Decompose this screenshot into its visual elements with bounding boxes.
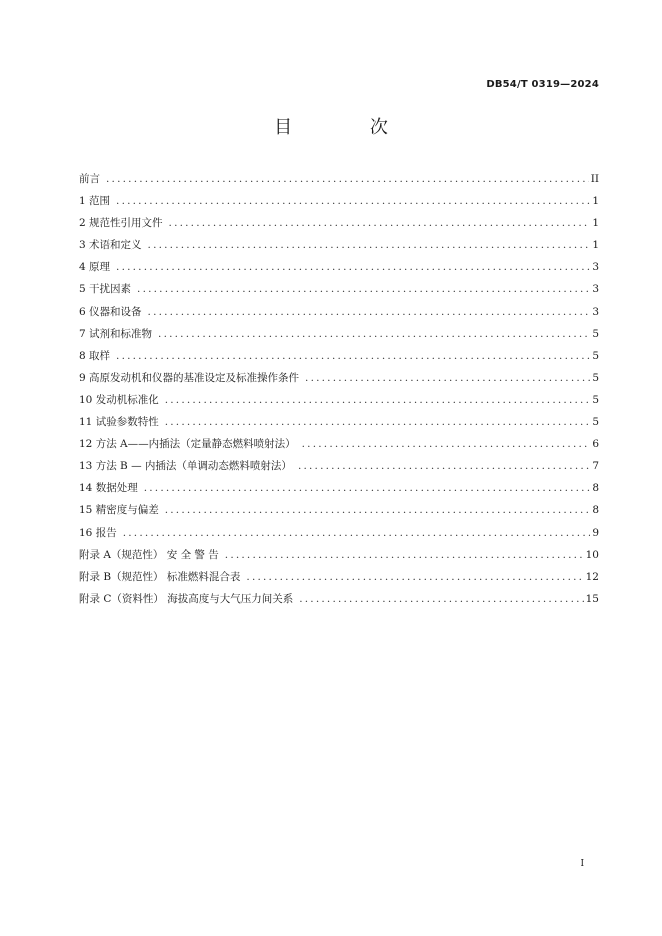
- toc-leader-dots: [116, 195, 590, 207]
- toc-entry[interactable]: [79, 370, 599, 392]
- toc-entry-page: 1: [592, 239, 599, 252]
- toc-entry-page: 5: [592, 393, 599, 406]
- toc-entry-page: 3: [592, 283, 599, 296]
- toc-leader-dots: [165, 504, 591, 516]
- toc-entry-label: 9 高原发动机和仪器的基准设定及标准操作条件: [79, 371, 300, 384]
- toc-leader-dots: [299, 593, 583, 605]
- toc-entry-page: 5: [592, 349, 599, 362]
- toc-leader-dots: [116, 261, 590, 273]
- toc-leader-dots: [106, 173, 589, 185]
- toc-entry[interactable]: [79, 502, 599, 524]
- toc-entry-page: 9: [592, 526, 599, 539]
- toc-entry-label: 13 方法 B — 内插法（单调动态燃料喷射法）: [79, 460, 292, 473]
- toc-entry-page: 1: [592, 217, 599, 230]
- toc-entry[interactable]: [79, 458, 599, 480]
- toc-entry[interactable]: [79, 392, 599, 414]
- toc-entry[interactable]: [79, 326, 599, 348]
- toc-entry-page: 5: [592, 371, 599, 384]
- toc-entry-label: 15 精密度与偏差: [79, 504, 159, 517]
- toc-entry-page: 8: [592, 482, 599, 495]
- toc-leader-dots: [137, 283, 590, 295]
- toc-entry-page: 5: [592, 327, 599, 340]
- table-of-contents: [79, 171, 599, 613]
- toc-leader-dots: [148, 306, 591, 318]
- toc-entry-page: 10: [585, 548, 599, 561]
- toc-leader-dots: [305, 372, 590, 384]
- toc-leader-dots: [165, 394, 591, 406]
- toc-entry[interactable]: [79, 569, 599, 591]
- toc-entry-label: 16 报告: [79, 526, 117, 539]
- toc-entry[interactable]: [79, 414, 599, 436]
- toc-leader-dots: [144, 482, 591, 494]
- toc-leader-dots: [165, 416, 591, 428]
- toc-leader-dots: [169, 217, 591, 229]
- toc-entry[interactable]: [79, 525, 599, 547]
- toc-entry-page: 5: [592, 416, 599, 429]
- toc-entry[interactable]: [79, 304, 599, 326]
- toc-entry-page: 7: [592, 460, 599, 473]
- toc-entry-label: 10 发动机标准化: [79, 393, 159, 406]
- page-number: I: [580, 859, 584, 869]
- toc-entry-page: II: [590, 173, 599, 185]
- toc-entry-label: 12 方法 A——内插法（定量静态燃料喷射法）: [79, 438, 296, 451]
- toc-entry-label: 前言: [79, 173, 100, 185]
- toc-entry-label: 4 原理: [79, 261, 111, 274]
- toc-entry-label: 1 范围: [79, 195, 111, 208]
- toc-entry-label: 14 数据处理: [79, 482, 138, 495]
- toc-entry-page: 1: [592, 195, 599, 208]
- toc-entry-label: 5 干扰因素: [79, 283, 132, 296]
- toc-leader-dots: [246, 571, 583, 583]
- toc-entry[interactable]: [79, 591, 599, 613]
- toc-entry-label: 6 仪器和设备: [79, 305, 142, 318]
- toc-leader-dots: [148, 239, 591, 251]
- toc-entry[interactable]: [79, 436, 599, 458]
- toc-entry-page: 3: [592, 261, 599, 274]
- toc-leader-dots: [158, 328, 590, 340]
- toc-entry[interactable]: [79, 215, 599, 237]
- toc-entry-label: 8 取样: [79, 349, 111, 362]
- toc-entry[interactable]: [79, 547, 599, 569]
- toc-leader-dots: [225, 549, 584, 561]
- toc-entry[interactable]: [79, 193, 599, 215]
- toc-entry-label: 3 术语和定义: [79, 239, 142, 252]
- toc-entry[interactable]: [79, 281, 599, 303]
- toc-leader-dots: [123, 527, 591, 539]
- toc-leader-dots: [298, 460, 590, 472]
- toc-entry[interactable]: [79, 237, 599, 259]
- toc-entry[interactable]: [79, 480, 599, 502]
- toc-entry-label: 附录 C（资料性） 海拔高度与大气压力间关系: [79, 592, 294, 605]
- toc-entry-label: 11 试验参数特性: [79, 416, 159, 429]
- toc-entry-page: 15: [585, 592, 599, 605]
- toc-entry-page: 12: [585, 570, 599, 583]
- toc-entry[interactable]: [79, 348, 599, 370]
- toc-entry[interactable]: [79, 171, 599, 193]
- toc-leader-dots: [302, 438, 591, 450]
- toc-entry-label: 附录 B（规范性） 标准燃料混合表: [79, 570, 241, 583]
- document-code: DB54/T 0319—2024: [486, 79, 599, 90]
- toc-leader-dots: [116, 350, 590, 362]
- toc-entry-label: 7 试剂和标准物: [79, 327, 153, 340]
- toc-entry[interactable]: [79, 259, 599, 281]
- toc-entry-page: 8: [592, 504, 599, 517]
- page-title: 目 次: [274, 117, 424, 138]
- toc-entry-page: 6: [592, 438, 599, 451]
- toc-entry-page: 3: [592, 305, 599, 318]
- toc-entry-label: 2 规范性引用文件: [79, 217, 163, 230]
- toc-entry-label: 附录 A（规范性） 安 全 警 告: [79, 548, 219, 561]
